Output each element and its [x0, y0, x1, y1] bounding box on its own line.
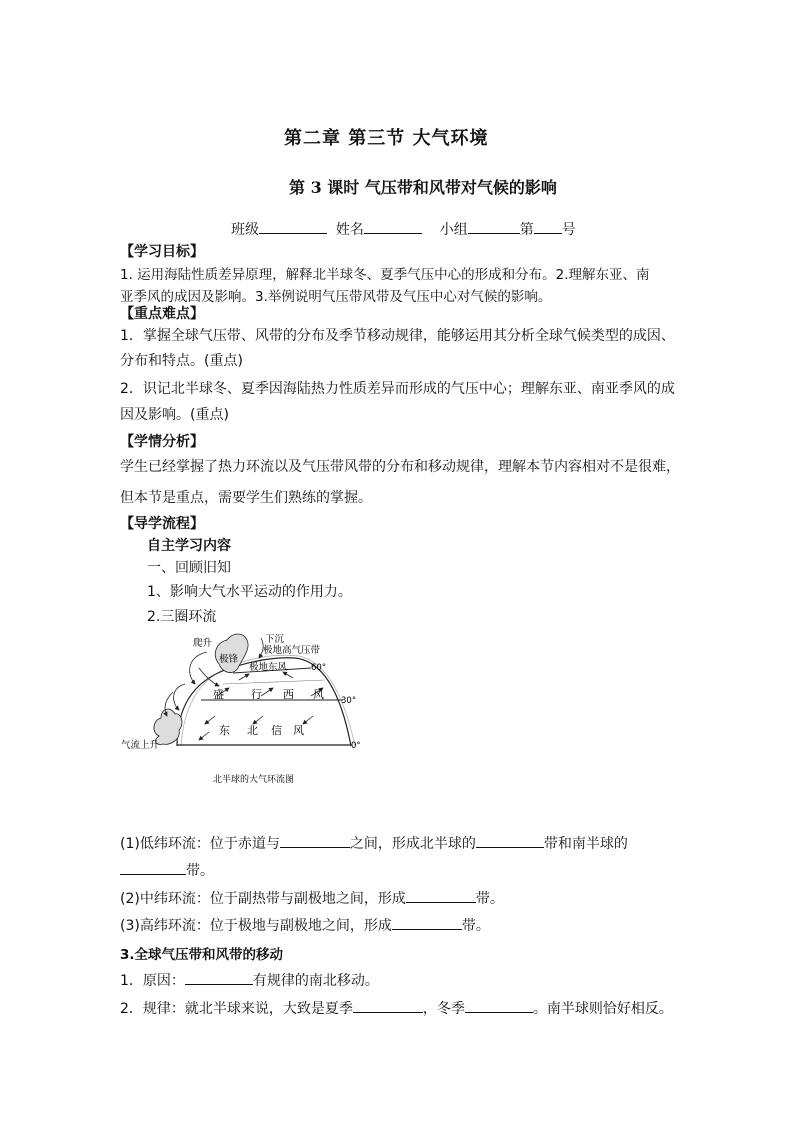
lat-60-label: 60° [311, 663, 327, 673]
question-2: 2.三圈环流 [147, 609, 217, 625]
rule-c-text: 。南半球则恰好相反。 [532, 1001, 673, 1017]
lat-0-label: 0° [351, 741, 361, 751]
analysis-heading: 【学情分析】 [120, 434, 204, 450]
low-blank-2[interactable] [476, 833, 544, 848]
label-polar-east: 极地东风 [249, 662, 288, 673]
class-blank[interactable] [259, 219, 327, 234]
cause-b-text: 有规律的南北移动。 [252, 973, 379, 989]
high-a-text: (3)高纬环流：位于极地与副极地之间，形成 [120, 918, 392, 934]
label-sink: 下沉 [265, 634, 285, 645]
low-b-text: 之间，形成北半球的 [349, 836, 476, 852]
label-climb: 爬升 [193, 638, 213, 649]
objectives-heading: 【学习目标】 [120, 244, 204, 260]
circulation-diagram [115, 628, 375, 788]
review-heading: 一、回顾旧知 [147, 560, 231, 576]
student-info-line [231, 219, 576, 239]
number-suffix: 号 [561, 222, 576, 238]
label-polar-high: 极地高气压带 [263, 645, 321, 656]
trades-char-3: 信 [271, 724, 282, 737]
name-blank[interactable] [364, 219, 422, 234]
low-d-text: 带。 [186, 863, 214, 879]
cause-line [120, 970, 379, 990]
low-latitude-line-2 [120, 860, 214, 880]
group-label: 小组 [439, 222, 468, 238]
winter-blank[interactable] [465, 998, 533, 1013]
low-blank-1[interactable] [280, 833, 350, 848]
rule-a-text: 2．规律：就北半球来说，大致是夏季 [120, 1001, 353, 1017]
mid-blank[interactable] [406, 888, 476, 903]
cause-blank[interactable] [185, 970, 253, 985]
trades-char-1: 东 [219, 724, 230, 737]
class-label: 班级 [231, 222, 259, 238]
process-subheading: 自主学习内容 [147, 538, 231, 554]
high-blank[interactable] [392, 915, 462, 930]
mid-a-text: (2)中纬环流：位于副热带与副极地之间，形成 [120, 891, 406, 907]
low-c-text: 带和南半球的 [543, 836, 628, 852]
westerlies-char-3: 西 [283, 688, 294, 701]
question-1: 1、影响大气水平运动的作用力。 [147, 584, 352, 600]
diagram-caption: 北半球的大气环流图 [213, 775, 295, 785]
cause-a-text: 1．原因： [120, 973, 185, 989]
westerlies-char-4: 风 [313, 688, 324, 701]
objectives-line-2: 亚季风的成因及影响。3.举例说明气压带风带及气压中心对气候的影响。 [120, 289, 552, 305]
name-label: 姓名 [335, 222, 364, 238]
group-blank[interactable] [468, 219, 520, 234]
analysis-line-2: 但本节是重点，需要学生们熟练的掌握。 [120, 490, 372, 506]
trades-char-2: 北 [247, 724, 258, 737]
rule-b-text: ，冬季 [422, 1001, 465, 1017]
keypoints-p1-line-2: 分布和特点。(重点) [120, 353, 243, 369]
keypoints-heading: 【重点难点】 [120, 306, 204, 322]
analysis-line-1: 学生已经掌握了热力环流以及气压带风带的分布和移动规律，理解本节内容相对不是很难， [120, 459, 680, 475]
high-b-text: 带。 [461, 918, 490, 934]
process-heading: 【导学流程】 [120, 516, 204, 532]
lat-30-label: 30° [341, 696, 357, 706]
high-latitude-line [120, 915, 490, 935]
objectives-line-1: 1. 运用海陆性质差异原理，解释北半球冬、夏季气压中心的形成和分布。2.理解东亚、南 [120, 267, 650, 283]
keypoints-p1-line-1: 1．掌握全球气压带、风带的分布及季节移动规律，能够运用其分析全球气候类型的成因、 [120, 328, 675, 344]
lesson-title: 第 3 课时 气压带和风带对气候的影响 [289, 178, 557, 197]
keypoints-p2-line-1: 2．识记北半球冬、夏季因海陆热力性质差异而形成的气压中心；理解东亚、南亚季风的成 [120, 381, 675, 397]
chapter-title: 第二章 第三节 大气环境 [284, 128, 489, 149]
westerlies-char-2: 行 [251, 688, 262, 701]
rule-line [120, 998, 673, 1018]
trades-char-4: 风 [293, 724, 304, 737]
low-latitude-line-1 [120, 833, 628, 853]
low-blank-3[interactable] [120, 860, 186, 875]
number-blank[interactable] [534, 219, 562, 234]
keypoints-p2-line-2: 因及影响。(重点) [120, 407, 229, 423]
number-prefix: 第 [519, 222, 534, 238]
mid-latitude-line [120, 888, 504, 908]
label-rising: 气流上升 [121, 740, 160, 751]
mid-b-text: 带。 [475, 891, 504, 907]
low-a-text: (1)低纬环流：位于赤道与 [120, 836, 280, 852]
movement-heading: 3.全球气压带和风带的移动 [120, 947, 284, 963]
label-polar-front: 极锋 [219, 654, 239, 665]
summer-blank[interactable] [353, 998, 423, 1013]
westerlies-char-1: 盛 [213, 688, 224, 701]
